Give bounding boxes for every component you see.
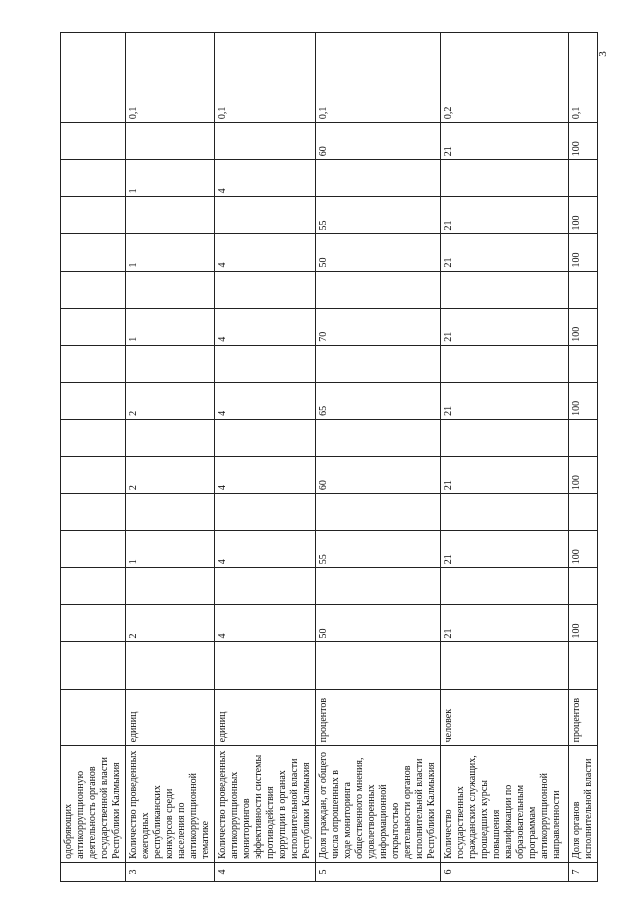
weight-cell: 0,1 <box>569 33 598 123</box>
value-cell: 2 <box>126 605 215 642</box>
value-cell <box>569 160 598 197</box>
value-cell: 100 <box>569 531 598 568</box>
value-cell <box>61 494 126 531</box>
value-cell: 21 <box>441 382 569 419</box>
value-cell <box>215 123 316 160</box>
value-cell: 21 <box>441 197 569 234</box>
value-cell: 100 <box>569 457 598 494</box>
value-cell: 100 <box>569 605 598 642</box>
value-cell <box>126 123 215 160</box>
value-cell <box>215 568 316 605</box>
value-cell <box>61 419 126 456</box>
value-cell: 55 <box>316 531 441 568</box>
value-cell <box>126 568 215 605</box>
value-cell: 50 <box>316 605 441 642</box>
value-cell <box>316 345 441 382</box>
value-cell: 4 <box>215 457 316 494</box>
value-cell <box>569 642 598 690</box>
value-cell <box>569 345 598 382</box>
value-cell <box>316 419 441 456</box>
value-cell <box>441 419 569 456</box>
value-cell <box>126 419 215 456</box>
value-cell: 4 <box>215 531 316 568</box>
indicator-name-cell: одобряющих антикоррупционную деятельность органов государственной власти Республики Калмыкия <box>61 746 126 863</box>
value-cell <box>569 271 598 308</box>
table-row <box>316 33 441 882</box>
value-cell <box>316 271 441 308</box>
value-cell <box>441 568 569 605</box>
value-cell: 2 <box>126 382 215 419</box>
indicator-name-cell: Доля органов исполнительной власти <box>569 746 598 863</box>
indicator-name-cell: Доля граждан, от общего числа опрошенных в ходе мониторинга общественного мнения, удовлетворенных информационной открытостью деятельности органов исполнительной власти Республики Калмыкия <box>316 746 441 863</box>
unit-cell: процентов <box>316 690 441 746</box>
value-cell <box>61 123 126 160</box>
row-number-cell: 3 <box>126 862 215 881</box>
indicator-name-cell: Количество государственных гражданских служащих, прошедших курсы повышения квалификации по образовательным программам антикоррупционной направленности <box>441 746 569 863</box>
value-cell <box>126 197 215 234</box>
unit-cell <box>61 690 126 746</box>
value-cell: 21 <box>441 234 569 271</box>
unit-cell: человек <box>441 690 569 746</box>
value-cell <box>316 568 441 605</box>
value-cell <box>61 308 126 345</box>
row-number-cell: 4 <box>215 862 316 881</box>
value-cell <box>61 605 126 642</box>
weight-cell: 0,2 <box>441 33 569 123</box>
row-number-cell: 7 <box>569 862 598 881</box>
row-number-cell <box>61 862 126 881</box>
value-cell: 100 <box>569 123 598 160</box>
value-cell: 4 <box>215 382 316 419</box>
value-cell <box>61 160 126 197</box>
value-cell: 21 <box>441 123 569 160</box>
value-cell <box>126 345 215 382</box>
value-cell <box>61 345 126 382</box>
value-cell: 100 <box>569 308 598 345</box>
value-cell <box>569 419 598 456</box>
value-cell <box>61 197 126 234</box>
value-cell: 2 <box>126 457 215 494</box>
value-cell <box>215 345 316 382</box>
indicators-table <box>60 32 598 882</box>
value-cell <box>215 271 316 308</box>
value-cell: 60 <box>316 457 441 494</box>
indicator-name-cell: Количество проведенных ежегодных республиканских конкурсов среди населения по антикоррупционной тематике <box>126 746 215 863</box>
value-cell <box>61 457 126 494</box>
value-cell <box>215 642 316 690</box>
rotated-table-container <box>60 32 594 882</box>
value-cell: 100 <box>569 234 598 271</box>
value-cell: 21 <box>441 308 569 345</box>
value-cell <box>441 642 569 690</box>
value-cell <box>61 382 126 419</box>
value-cell: 21 <box>441 605 569 642</box>
value-cell <box>316 160 441 197</box>
unit-cell: единиц <box>126 690 215 746</box>
value-cell <box>126 271 215 308</box>
table-row <box>215 33 316 882</box>
value-cell <box>316 494 441 531</box>
value-cell <box>61 531 126 568</box>
value-cell <box>316 642 441 690</box>
value-cell <box>215 494 316 531</box>
value-cell <box>61 234 126 271</box>
unit-cell: процентов <box>569 690 598 746</box>
value-cell: 4 <box>215 605 316 642</box>
value-cell <box>61 642 126 690</box>
value-cell: 4 <box>215 234 316 271</box>
value-cell: 1 <box>126 531 215 568</box>
table-row <box>61 33 126 882</box>
weight-cell: 0,1 <box>215 33 316 123</box>
value-cell: 1 <box>126 308 215 345</box>
value-cell: 21 <box>441 457 569 494</box>
weight-cell: 0,1 <box>126 33 215 123</box>
value-cell: 1 <box>126 234 215 271</box>
value-cell: 50 <box>316 234 441 271</box>
value-cell <box>61 271 126 308</box>
value-cell <box>126 642 215 690</box>
table-row <box>441 33 569 882</box>
indicator-name-cell: Количество проведенных антикоррупционных мониторингов эффективности системы противодействия коррупции в органах исполнительной власти Республики Калмыкия <box>215 746 316 863</box>
value-cell <box>441 345 569 382</box>
table-row <box>126 33 215 882</box>
value-cell: 70 <box>316 308 441 345</box>
row-number-cell: 5 <box>316 862 441 881</box>
value-cell <box>441 160 569 197</box>
value-cell: 55 <box>316 197 441 234</box>
value-cell: 4 <box>215 160 316 197</box>
row-number-cell: 6 <box>441 862 569 881</box>
value-cell <box>441 494 569 531</box>
page-number: 3 <box>596 51 609 57</box>
table-row <box>569 33 598 882</box>
value-cell: 100 <box>569 382 598 419</box>
table-body <box>61 33 598 882</box>
value-cell <box>61 568 126 605</box>
value-cell <box>215 419 316 456</box>
value-cell: 4 <box>215 308 316 345</box>
value-cell <box>126 494 215 531</box>
weight-cell <box>61 33 126 123</box>
value-cell: 60 <box>316 123 441 160</box>
value-cell: 1 <box>126 160 215 197</box>
value-cell <box>569 568 598 605</box>
value-cell: 65 <box>316 382 441 419</box>
value-cell: 100 <box>569 197 598 234</box>
weight-cell: 0,1 <box>316 33 441 123</box>
value-cell <box>569 494 598 531</box>
value-cell <box>441 271 569 308</box>
unit-cell: единиц <box>215 690 316 746</box>
value-cell: 21 <box>441 531 569 568</box>
value-cell <box>215 197 316 234</box>
